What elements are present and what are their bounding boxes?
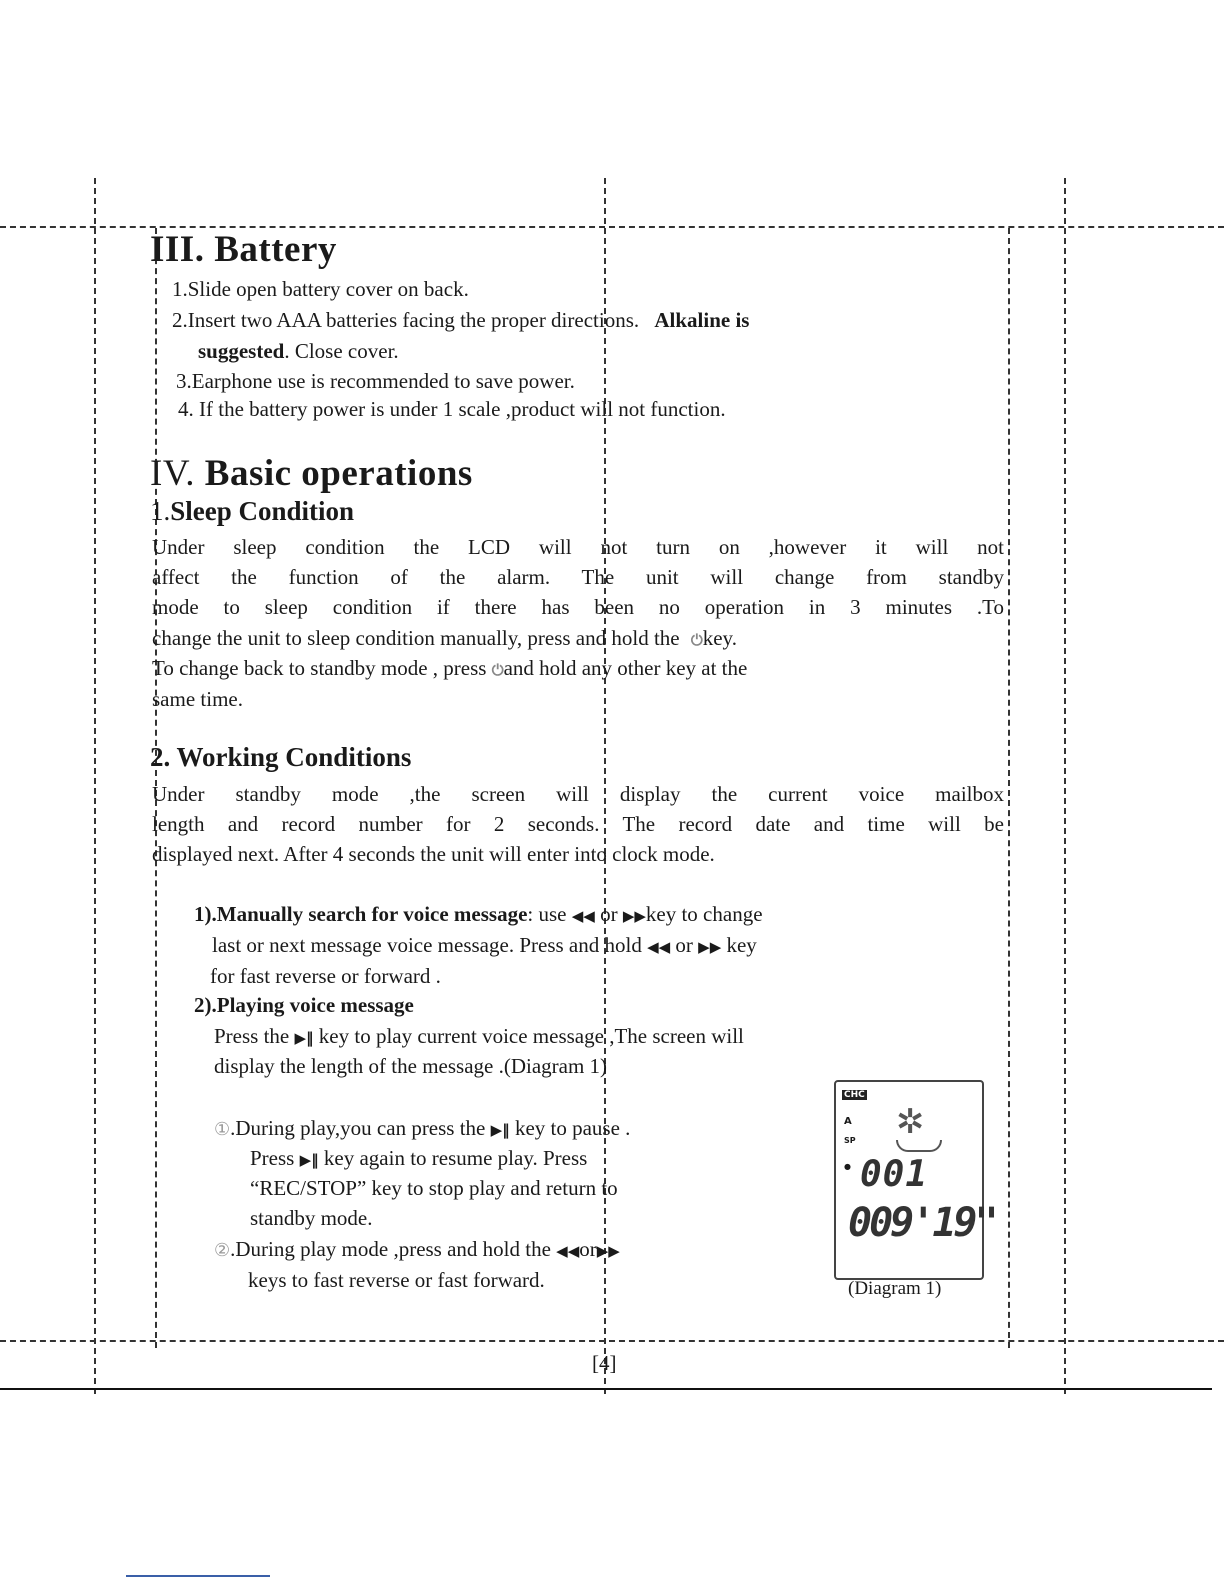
working-line-2: length and record number for 2 seconds. The record date and time will be <box>152 812 1004 836</box>
sub1-line-1-b: key to pause . <box>514 1116 631 1140</box>
sleep-title-num: 1. <box>150 496 171 526</box>
rewind-icon: ◀◀ <box>647 938 671 956</box>
battery-item-2-tail: . Close cover. <box>284 339 399 363</box>
manual-search-label: 1).Manually search for voice message <box>194 902 528 926</box>
play-sub-2-line-1 <box>214 1234 620 1266</box>
play-sub-1-line-1 <box>214 1113 630 1145</box>
basic-heading-roman: IV. <box>150 453 196 494</box>
manual-search-line-3: for fast reverse or forward . <box>210 964 441 988</box>
playing-voice-label: 2).Playing voice message <box>194 993 414 1017</box>
sleep-line-5-text: To change back to standby mode , press <box>152 656 487 680</box>
bell-base-icon <box>896 1140 942 1152</box>
play-pause-icon: ▶‖ <box>294 1029 314 1047</box>
battery-item-3: 3.Earphone use is recommended to save power. <box>176 369 575 393</box>
working-title-num: 2. <box>150 742 171 772</box>
diagram-caption: (Diagram 1) <box>848 1278 942 1299</box>
lcd-indicator-sp: SP <box>844 1136 856 1145</box>
play-sub-2-line-2: keys to fast reverse or fast forward. <box>248 1268 545 1292</box>
fast-forward-icon: ▶▶ <box>596 1242 620 1260</box>
lcd-diagram <box>834 1080 996 1280</box>
margin-line-right <box>1008 228 1010 1348</box>
sub1-line-1-a: .During play,you can press the <box>230 1116 486 1140</box>
play-sub-1-line-4: standby mode. <box>250 1206 373 1230</box>
manual-line-2-b: or <box>675 933 693 957</box>
working-title-text: Working Conditions <box>176 742 412 772</box>
battery-item-1: 1.Slide open battery cover on back. <box>172 277 469 301</box>
alarm-bell-icon: ✲ <box>896 1102 925 1142</box>
manual-line-2-c: key <box>726 933 757 957</box>
manual-search-line-2 <box>212 930 757 962</box>
sleep-condition-title <box>150 496 354 527</box>
fast-forward-icon: ▶▶ <box>622 907 646 925</box>
guide-line-right <box>1064 178 1066 1394</box>
sleep-line-5-end: and hold any other key at the <box>503 656 748 680</box>
sleep-line-4 <box>152 623 737 655</box>
sleep-line-1: Under sleep condition the LCD will not turn on ,however it will not <box>152 535 1004 559</box>
circled-two-icon: ② <box>214 1240 231 1261</box>
guide-line-left <box>94 178 96 1394</box>
lcd-indicator-a: A <box>844 1116 852 1127</box>
power-icon: ⏻ <box>690 631 703 649</box>
sub1-line-2-b: key again to resume play. Press <box>323 1146 588 1170</box>
manual-line-1-b: or <box>600 902 618 926</box>
manual-line-2-a: last or next message voice message. Press and hold <box>212 933 642 957</box>
battery-item-2-text: 2.Insert two AAA batteries facing the proper directions. <box>172 308 640 332</box>
lcd-indicator-dot: ● <box>844 1162 851 1171</box>
battery-heading-text: Battery <box>214 229 337 270</box>
manual-line-1-c: key to change <box>645 902 763 926</box>
page-number: [4] <box>592 1351 617 1375</box>
play-sub-1-line-3: “REC/STOP” key to stop play and return to <box>250 1176 618 1200</box>
working-conditions-title <box>150 742 411 773</box>
play-pause-icon: ▶‖ <box>299 1151 319 1169</box>
playing-line-1-a: Press the <box>214 1024 290 1048</box>
footnote-rule <box>126 1575 270 1577</box>
battery-heading-roman: III. <box>150 229 205 270</box>
lcd-message-length: 009'19" <box>848 1200 996 1246</box>
sleep-line-2: affect the function of the alarm. The unit will change from standby <box>152 565 1004 589</box>
guide-line-bottom <box>0 1340 1224 1342</box>
play-pause-icon: ▶‖ <box>490 1121 510 1139</box>
working-line-1: Under standby mode ,the screen will display the current voice mailbox <box>152 782 1004 806</box>
sleep-title-text: Sleep Condition <box>170 496 355 526</box>
fast-forward-icon: ▶▶ <box>698 938 722 956</box>
lcd-record-number: 001 <box>860 1154 929 1195</box>
battery-item-2-cont <box>198 336 399 366</box>
basic-heading-text: Basic operations <box>204 453 473 494</box>
sub2-line-1-b: or <box>579 1237 597 1261</box>
playing-line-1 <box>214 1021 744 1053</box>
playing-line-2: display the length of the message .(Diagram 1) <box>214 1054 608 1078</box>
sleep-line-3: mode to sleep condition if there has been no operation in 3 minutes .To <box>152 595 1004 619</box>
sleep-line-5 <box>152 653 747 685</box>
manual-search-line-1 <box>194 899 763 931</box>
circled-one-icon: ① <box>214 1119 231 1140</box>
sub1-line-2-a: Press <box>250 1146 295 1170</box>
sleep-line-6: same time. <box>152 687 243 711</box>
battery-item-2-bold: Alkaline is <box>654 308 750 332</box>
rewind-icon: ◀◀ <box>556 1242 580 1260</box>
working-line-3: displayed next. After 4 seconds the unit will enter into clock mode. <box>152 842 715 866</box>
playing-line-1-b: key to play current voice message ,The screen will <box>318 1024 744 1048</box>
sub2-line-1-a: .During play mode ,press and hold the <box>230 1237 551 1261</box>
battery-item-2-bold-cont: suggested <box>198 339 285 363</box>
page-bottom-rule <box>0 1388 1212 1390</box>
battery-item-4: 4. If the battery power is under 1 scale ,product will not function. <box>178 397 726 421</box>
sleep-line-4-end: key. <box>702 626 737 650</box>
play-sub-1-line-2 <box>250 1143 587 1175</box>
power-icon: ⏻ <box>491 661 504 679</box>
basic-operations-heading <box>150 452 473 495</box>
sleep-line-4-text: change the unit to sleep condition manually, press and hold the <box>152 626 680 650</box>
battery-item-2 <box>172 305 749 335</box>
lcd-indicator-chc: CHC <box>844 1090 865 1100</box>
manual-line-1-a: : use <box>527 902 567 926</box>
battery-heading <box>150 228 337 271</box>
rewind-icon: ◀◀ <box>571 907 595 925</box>
